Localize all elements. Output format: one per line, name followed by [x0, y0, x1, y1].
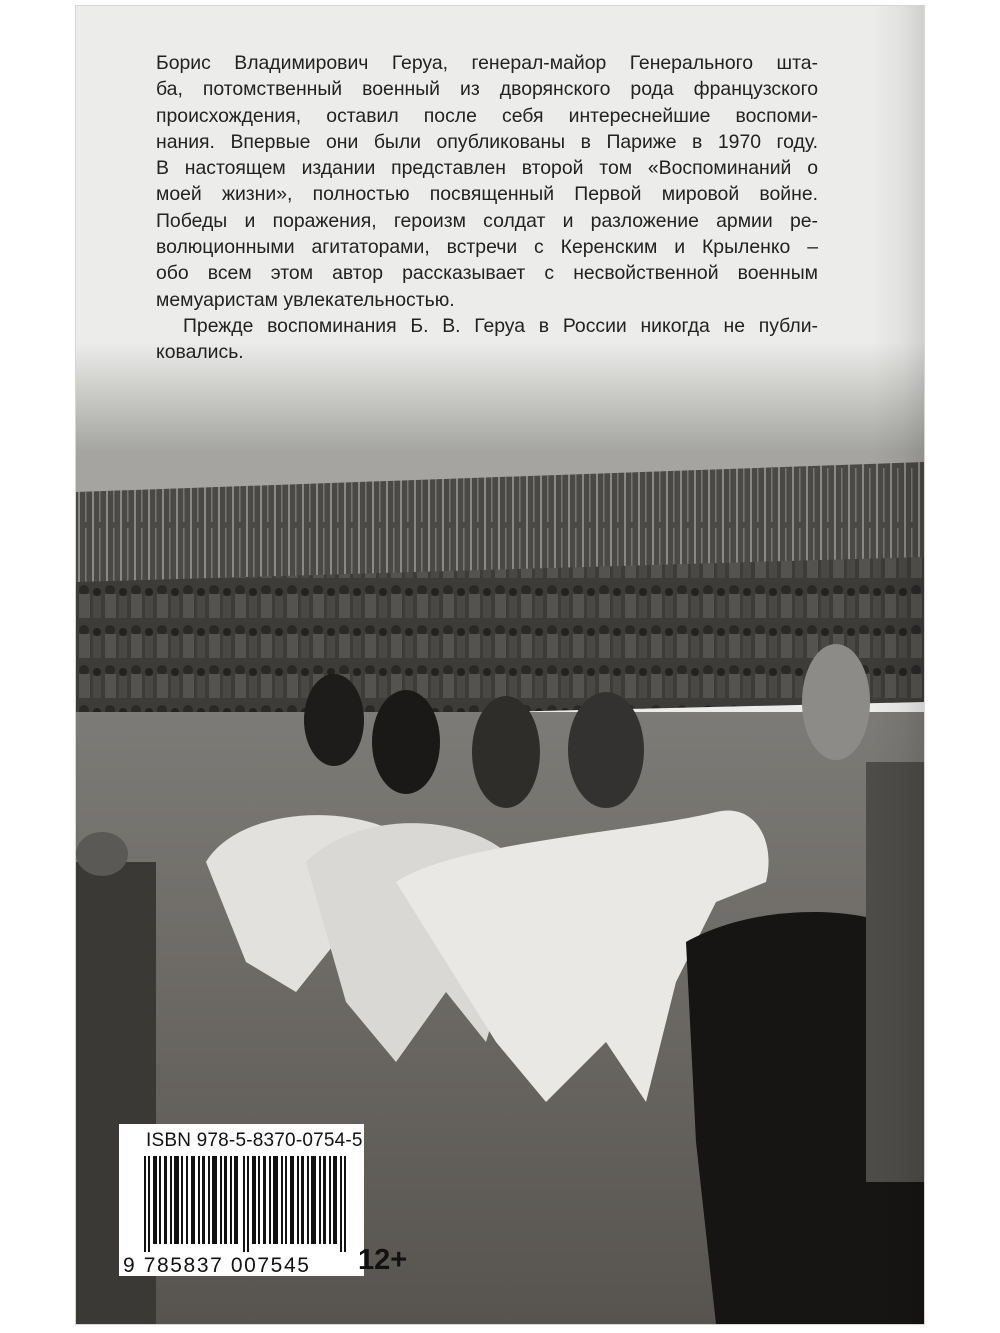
spine-shadow — [872, 6, 924, 1324]
blurb-line: Борис Владимирович Геруа, генерал-майор Генерального шта- — [156, 52, 818, 74]
barcode-digits: 9 785837 007545 — [123, 1254, 311, 1277]
isbn-text: ISBN 978-5-8370-0754-5 — [146, 1130, 363, 1151]
blurb-line: нания. Впервые они были опубликованы в Париже в 1970 году. — [156, 130, 818, 153]
blurb-line: мемуаристам увлекательностью. — [156, 288, 455, 311]
blurb-line: Прежде воспоминания Б. В. Геруа в России никогда не публи- — [183, 314, 818, 337]
blurb-line: ковались. — [156, 341, 244, 364]
annotation-text — [156, 50, 818, 366]
blurb-line: происхождения, оставил после себя интереснейшие воспоми- — [156, 104, 818, 127]
blurb-line: моей жизни», полностью посвященный Первой мировой войне. — [156, 183, 818, 206]
blurb-line: Победы и поражения, героизм солдат и разложение армии ре- — [156, 209, 818, 232]
age-rating: 12+ — [358, 1244, 408, 1276]
blurb-line: волюционными агитаторами, встречи с Керенским и Крыленко – — [156, 236, 818, 259]
blurb-line: В настоящем издании представлен второй том «Воспоминаний о — [156, 157, 818, 180]
blurb-line: обо всем этом автор рассказывает с несвойственной военным — [156, 262, 818, 285]
back-cover — [76, 6, 924, 1324]
barcode — [144, 1156, 354, 1252]
blurb-line: ба, потомственный военный из дворянского рода французского — [156, 78, 818, 101]
